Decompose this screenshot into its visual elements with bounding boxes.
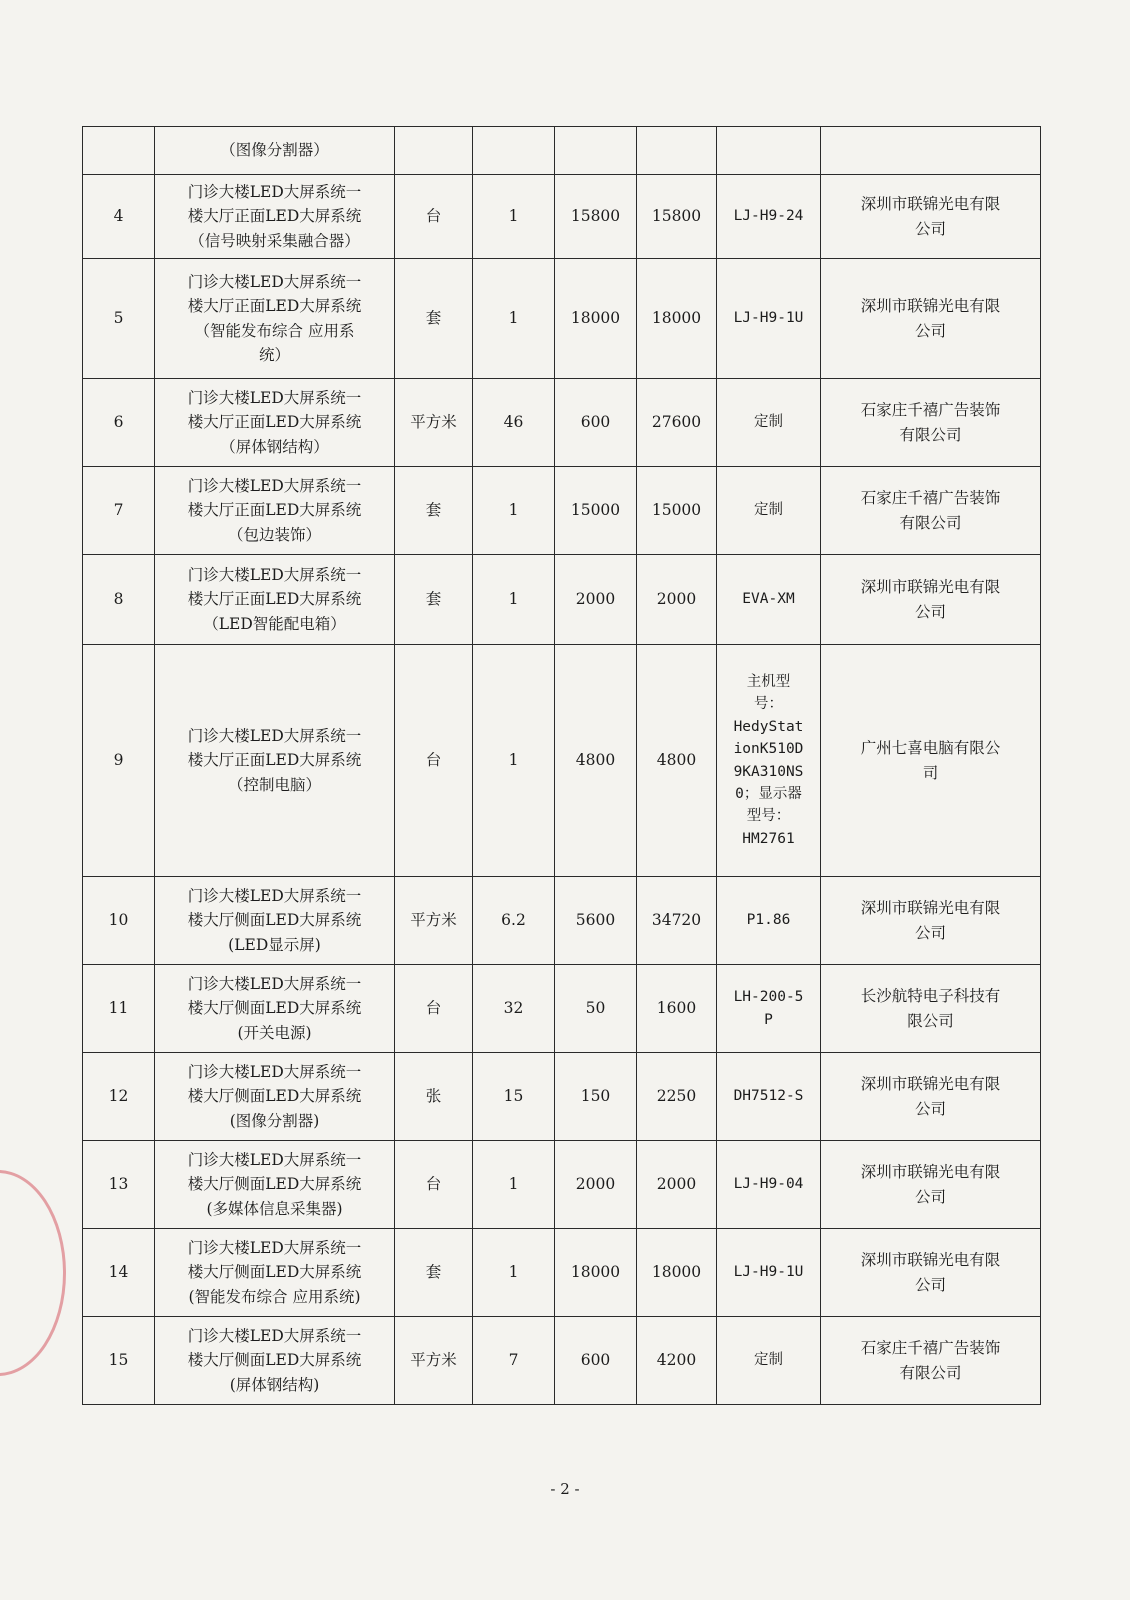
unit-price-cell <box>555 127 637 175</box>
supplier-cell <box>821 1229 1041 1317</box>
supplier-line: 深圳市联锦光电有限 <box>860 578 1001 597</box>
row-number-cell: 14 <box>83 1229 155 1317</box>
table-row <box>83 259 1041 379</box>
model-line: 主机型 <box>746 673 791 690</box>
item-name-cell <box>155 1141 395 1229</box>
model-cell <box>717 965 821 1053</box>
supplier-line: 有限公司 <box>899 425 962 444</box>
supplier-line: 有限公司 <box>899 513 962 532</box>
table-row <box>83 467 1041 555</box>
unit-price-cell: 4800 <box>555 645 637 877</box>
item-name-line: （包边装饰） <box>227 525 321 544</box>
supplier-line: 深圳市联锦光电有限 <box>860 1251 1001 1270</box>
table-row <box>83 645 1041 877</box>
supplier-line: 石家庄千禧广告装饰 <box>860 1339 1001 1358</box>
unit-cell: 台 <box>395 175 473 259</box>
total-price-cell: 4800 <box>637 645 717 877</box>
item-name-line: （控制电脑） <box>227 775 321 794</box>
item-name-line: 楼大厅侧面LED大屏系统 <box>187 999 362 1018</box>
row-number-cell: 11 <box>83 965 155 1053</box>
model-line: LJ-H9-24 <box>733 208 804 225</box>
unit-cell: 张 <box>395 1053 473 1141</box>
quantity-cell: 46 <box>473 379 555 467</box>
unit-price-cell: 600 <box>555 1317 637 1405</box>
item-name-cell <box>155 127 395 175</box>
model-cell <box>717 1053 821 1141</box>
quantity-cell: 1 <box>473 645 555 877</box>
item-name-line: 门诊大楼LED大屏系统一 <box>187 183 362 202</box>
table-row <box>83 965 1041 1053</box>
row-number-cell: 15 <box>83 1317 155 1405</box>
row-number-cell: 8 <box>83 555 155 645</box>
row-number-cell: 7 <box>83 467 155 555</box>
row-number-cell <box>83 127 155 175</box>
item-name-cell <box>155 877 395 965</box>
page-number: - 2 - <box>550 1480 580 1498</box>
item-name-line: 门诊大楼LED大屏系统一 <box>187 1151 362 1170</box>
item-name-line: (智能发布综合 应用系统) <box>188 1287 361 1306</box>
quantity-cell: 1 <box>473 1229 555 1317</box>
model-cell <box>717 175 821 259</box>
item-name-line: (屏体钢结构) <box>229 1375 320 1394</box>
supplier-cell <box>821 127 1041 175</box>
total-price-cell: 1600 <box>637 965 717 1053</box>
quantity-cell: 1 <box>473 1141 555 1229</box>
total-price-cell: 2000 <box>637 555 717 645</box>
supplier-cell <box>821 965 1041 1053</box>
row-number-cell: 4 <box>83 175 155 259</box>
model-cell <box>717 1229 821 1317</box>
unit-price-cell: 50 <box>555 965 637 1053</box>
model-cell <box>717 259 821 379</box>
model-line: 号： <box>754 696 783 713</box>
item-name-line: 门诊大楼LED大屏系统一 <box>187 727 362 746</box>
item-name-line: 楼大厅正面LED大屏系统 <box>187 413 362 432</box>
unit-price-cell: 2000 <box>555 555 637 645</box>
row-number-cell: 5 <box>83 259 155 379</box>
item-name-line: 楼大厅正面LED大屏系统 <box>187 207 362 226</box>
supplier-line: 公司 <box>914 219 946 238</box>
supplier-cell <box>821 1317 1041 1405</box>
quantity-cell: 32 <box>473 965 555 1053</box>
total-price-cell: 18000 <box>637 1229 717 1317</box>
supplier-line: 限公司 <box>907 1011 954 1030</box>
table-row <box>83 127 1041 175</box>
model-line: 定制 <box>754 414 783 431</box>
model-cell <box>717 379 821 467</box>
table-row <box>83 379 1041 467</box>
unit-price-cell: 18000 <box>555 259 637 379</box>
quantity-cell: 1 <box>473 259 555 379</box>
item-name-line: (多媒体信息采集器) <box>206 1199 343 1218</box>
model-line: 定制 <box>754 502 783 519</box>
unit-cell: 台 <box>395 645 473 877</box>
supplier-line: 长沙航特电子科技有 <box>860 987 1001 1006</box>
quantity-cell: 7 <box>473 1317 555 1405</box>
item-name-line: 门诊大楼LED大屏系统一 <box>187 477 362 496</box>
unit-cell: 套 <box>395 259 473 379</box>
total-price-cell: 2000 <box>637 1141 717 1229</box>
item-name-cell <box>155 467 395 555</box>
unit-cell: 平方米 <box>395 379 473 467</box>
item-name-cell <box>155 645 395 877</box>
item-name-cell <box>155 1317 395 1405</box>
total-price-cell: 27600 <box>637 379 717 467</box>
red-seal-stamp <box>0 1170 66 1376</box>
item-name-line: 门诊大楼LED大屏系统一 <box>187 389 362 408</box>
item-name-cell <box>155 1053 395 1141</box>
supplier-line: 公司 <box>914 923 946 942</box>
total-price-cell: 34720 <box>637 877 717 965</box>
supplier-line: 公司 <box>914 1099 946 1118</box>
model-line: ionK510D <box>733 741 804 758</box>
supplier-line: 石家庄千禧广告装饰 <box>860 401 1001 420</box>
unit-price-cell: 600 <box>555 379 637 467</box>
supplier-line: 深圳市联锦光电有限 <box>860 297 1001 316</box>
model-cell <box>717 645 821 877</box>
model-cell <box>717 877 821 965</box>
model-line: LJ-H9-1U <box>733 310 804 327</box>
item-name-line: 门诊大楼LED大屏系统一 <box>187 1063 362 1082</box>
item-name-line: 门诊大楼LED大屏系统一 <box>187 273 362 292</box>
supplier-line: 深圳市联锦光电有限 <box>860 1163 1001 1182</box>
row-number-cell: 10 <box>83 877 155 965</box>
item-name-cell <box>155 555 395 645</box>
total-price-cell: 15800 <box>637 175 717 259</box>
total-price-cell: 2250 <box>637 1053 717 1141</box>
supplier-cell <box>821 467 1041 555</box>
item-name-line: （智能发布综合 应用系 <box>194 321 355 340</box>
item-name-cell <box>155 1229 395 1317</box>
item-name-cell <box>155 965 395 1053</box>
model-cell <box>717 127 821 175</box>
row-number-cell: 6 <box>83 379 155 467</box>
item-name-line: （图像分割器） <box>220 141 329 160</box>
model-line: 0；显示器 <box>735 785 802 802</box>
supplier-line: 有限公司 <box>899 1363 962 1382</box>
quantity-cell: 1 <box>473 467 555 555</box>
table-row <box>83 1141 1041 1229</box>
supplier-line: 深圳市联锦光电有限 <box>860 195 1001 214</box>
model-line: 9KA310NS <box>733 763 804 780</box>
row-number-cell: 13 <box>83 1141 155 1229</box>
item-name-line: 楼大厅侧面LED大屏系统 <box>187 1351 362 1370</box>
unit-cell <box>395 127 473 175</box>
table-row <box>83 1229 1041 1317</box>
supplier-line: 司 <box>922 763 939 782</box>
supplier-line: 广州七喜电脑有限公 <box>860 739 1001 758</box>
item-name-line: 楼大厅正面LED大屏系统 <box>187 590 362 609</box>
supplier-line: 深圳市联锦光电有限 <box>860 899 1001 918</box>
model-line: HedyStat <box>733 718 804 735</box>
supplier-line: 公司 <box>914 1275 946 1294</box>
supplier-cell <box>821 175 1041 259</box>
unit-cell: 套 <box>395 1229 473 1317</box>
table-row <box>83 555 1041 645</box>
model-line: 定制 <box>754 1352 783 1369</box>
item-name-line: 楼大厅正面LED大屏系统 <box>187 501 362 520</box>
supplier-cell <box>821 877 1041 965</box>
item-name-line: 楼大厅正面LED大屏系统 <box>187 751 362 770</box>
model-line: 型号： <box>746 808 791 825</box>
item-name-line: (LED显示屏) <box>228 935 321 954</box>
row-number-cell: 12 <box>83 1053 155 1141</box>
equipment-table <box>82 126 1041 1405</box>
row-number-cell: 9 <box>83 645 155 877</box>
supplier-cell <box>821 645 1041 877</box>
model-line: EVA-XM <box>742 591 795 608</box>
unit-price-cell: 5600 <box>555 877 637 965</box>
table-row <box>83 877 1041 965</box>
item-name-line: 门诊大楼LED大屏系统一 <box>187 566 362 585</box>
unit-cell: 套 <box>395 467 473 555</box>
table-row <box>83 1317 1041 1405</box>
model-cell <box>717 555 821 645</box>
unit-price-cell: 2000 <box>555 1141 637 1229</box>
item-name-line: 门诊大楼LED大屏系统一 <box>187 1327 362 1346</box>
unit-price-cell: 15800 <box>555 175 637 259</box>
item-name-line: （信号映射采集融合器） <box>189 231 360 250</box>
quantity-cell: 15 <box>473 1053 555 1141</box>
total-price-cell: 18000 <box>637 259 717 379</box>
model-line: LH-200-5 <box>733 989 804 1006</box>
item-name-line: 楼大厅正面LED大屏系统 <box>187 297 362 316</box>
total-price-cell: 15000 <box>637 467 717 555</box>
model-line: HM2761 <box>742 830 795 847</box>
model-cell <box>717 1141 821 1229</box>
unit-cell: 平方米 <box>395 1317 473 1405</box>
item-name-line: 统） <box>258 345 290 364</box>
unit-cell: 台 <box>395 965 473 1053</box>
item-name-line: (图像分割器) <box>229 1111 320 1130</box>
item-name-line: 门诊大楼LED大屏系统一 <box>187 887 362 906</box>
item-name-line: （屏体钢结构） <box>220 437 329 456</box>
item-name-line: (开关电源) <box>237 1023 312 1042</box>
supplier-cell <box>821 1141 1041 1229</box>
supplier-cell <box>821 1053 1041 1141</box>
quantity-cell <box>473 127 555 175</box>
model-line: P <box>764 1011 773 1028</box>
supplier-cell <box>821 259 1041 379</box>
item-name-cell <box>155 259 395 379</box>
model-line: LJ-H9-1U <box>733 1264 804 1281</box>
quantity-cell: 6.2 <box>473 877 555 965</box>
item-name-cell <box>155 379 395 467</box>
model-line: LJ-H9-04 <box>733 1176 804 1193</box>
quantity-cell: 1 <box>473 175 555 259</box>
supplier-line: 公司 <box>914 1187 946 1206</box>
model-line: P1.86 <box>746 912 791 929</box>
supplier-cell <box>821 555 1041 645</box>
unit-cell: 台 <box>395 1141 473 1229</box>
quantity-cell: 1 <box>473 555 555 645</box>
unit-price-cell: 150 <box>555 1053 637 1141</box>
unit-price-cell: 15000 <box>555 467 637 555</box>
supplier-line: 深圳市联锦光电有限 <box>860 1075 1001 1094</box>
item-name-line: 楼大厅侧面LED大屏系统 <box>187 1087 362 1106</box>
unit-cell: 平方米 <box>395 877 473 965</box>
model-line: DH7512-S <box>733 1088 804 1105</box>
item-name-cell <box>155 175 395 259</box>
total-price-cell <box>637 127 717 175</box>
item-name-line: 门诊大楼LED大屏系统一 <box>187 1239 362 1258</box>
total-price-cell: 4200 <box>637 1317 717 1405</box>
model-cell <box>717 1317 821 1405</box>
item-name-line: （LED智能配电箱） <box>203 614 346 633</box>
supplier-line: 公司 <box>914 602 946 621</box>
item-name-line: 楼大厅侧面LED大屏系统 <box>187 911 362 930</box>
item-name-line: 楼大厅侧面LED大屏系统 <box>187 1263 362 1282</box>
unit-cell: 套 <box>395 555 473 645</box>
table-body <box>83 127 1041 1405</box>
item-name-line: 楼大厅侧面LED大屏系统 <box>187 1175 362 1194</box>
model-cell <box>717 467 821 555</box>
table-row <box>83 175 1041 259</box>
item-name-line: 门诊大楼LED大屏系统一 <box>187 975 362 994</box>
table-row <box>83 1053 1041 1141</box>
supplier-cell <box>821 379 1041 467</box>
supplier-line: 石家庄千禧广告装饰 <box>860 489 1001 508</box>
unit-price-cell: 18000 <box>555 1229 637 1317</box>
supplier-line: 公司 <box>914 321 946 340</box>
